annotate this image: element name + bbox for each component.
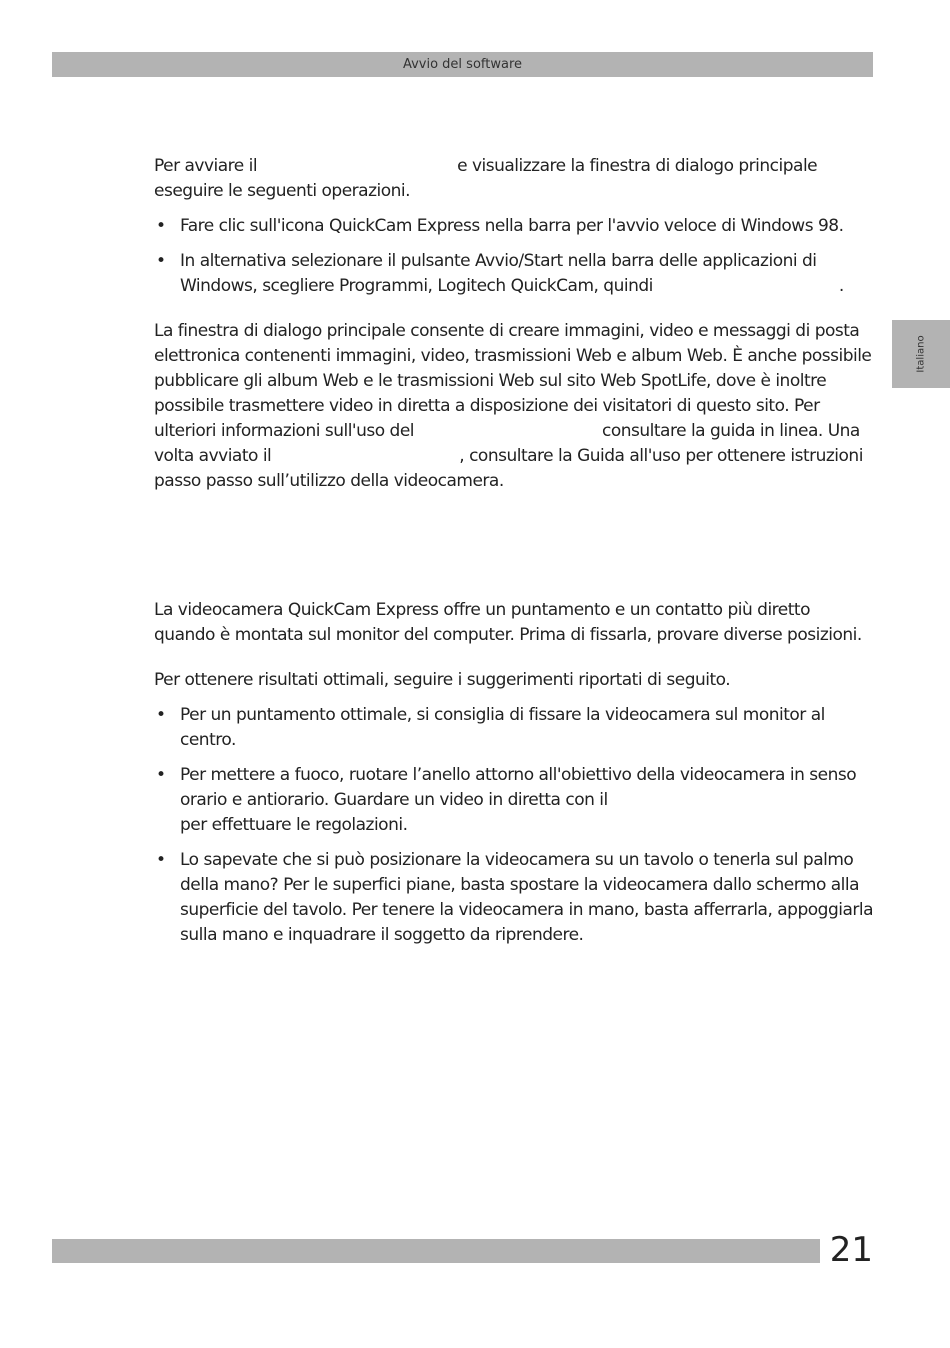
header-title: Avvio del software	[402, 57, 523, 72]
section2-intro: La videocamera QuickCam Express offre un puntamento e un contatto più diretto quando è montata sul monitor del computer. Prima di fissarla, provare diverse posizioni.	[154, 600, 862, 645]
launch-step-1: Fare clic sull'icona QuickCam Express nella barra per l'avvio veloce di Windows 98.	[180, 216, 844, 236]
footer-bar	[52, 1239, 820, 1263]
section1-intro-b: e visualizzare la finestra di dialogo principale eseguire le seguenti operazioni.	[154, 156, 818, 201]
language-tab	[892, 320, 950, 388]
section1-intro-a: Per avviare il	[154, 156, 258, 176]
section1-paragraph-c: , consultare la Guida all'uso per ottenere istruzioni passo passo sull’utilizzo della videocamera.	[154, 446, 863, 491]
section1-intro	[154, 154, 874, 204]
list-item	[154, 249, 874, 299]
header-bar	[52, 52, 873, 77]
launch-step-2b: .	[838, 276, 844, 296]
page-number: 21	[829, 1230, 873, 1270]
section1-paragraph	[154, 319, 874, 494]
list-item	[154, 848, 874, 948]
tip-2b: per effettuare le regolazioni.	[180, 815, 408, 835]
list-item	[154, 703, 874, 753]
tips-list	[154, 703, 874, 948]
launch-steps-list	[154, 214, 874, 299]
list-item	[154, 214, 874, 239]
list-item	[154, 763, 874, 838]
language-tab-label: Italiano	[915, 335, 927, 373]
section1-paragraph-b: consultare la guida in linea. Una volta avviato il	[154, 421, 860, 466]
tip-1: Per un puntamento ottimale, si consiglia di fissare la videocamera sul monitor al centro.	[180, 705, 825, 750]
section2-tips-intro: Per ottenere risultati ottimali, seguire i suggerimenti riportati di seguito.	[154, 670, 731, 690]
launch-step-2a: In alternativa selezionare il pulsante Avvio/Start nella barra delle applicazioni di Windows, scegliere Programmi, Logitech QuickCam, quindi	[180, 251, 817, 296]
page-content	[154, 154, 874, 948]
tip-2a: Per mettere a fuoco, ruotare l’anello attorno all'obiettivo della videocamera in senso orario e antiorario. Guardare un video in diretta con il	[180, 765, 857, 810]
section1-paragraph-a: La finestra di dialogo principale consente di creare immagini, video e messaggi di posta elettronica contenenti immagini, video, trasmissioni Web e album Web. È anche possibile pubblicare gli album Web e le trasmissioni Web sul sito Web SpotLife, dove è inoltre possibile trasmettere video in diretta a disposizione dei visitatori di questo sito. Per ulteriori informazioni sull'uso del	[154, 321, 872, 441]
tip-3: Lo sapevate che si può posizionare la videocamera su un tavolo o tenerla sul palmo della mano? Per le superfici piane, basta spostare la videocamera dallo schermo alla superficie del tavolo. Per tenere la videocamera in mano, basta afferrarla, appoggiarla sulla mano e inquadrare il soggetto da riprendere.	[180, 850, 874, 945]
